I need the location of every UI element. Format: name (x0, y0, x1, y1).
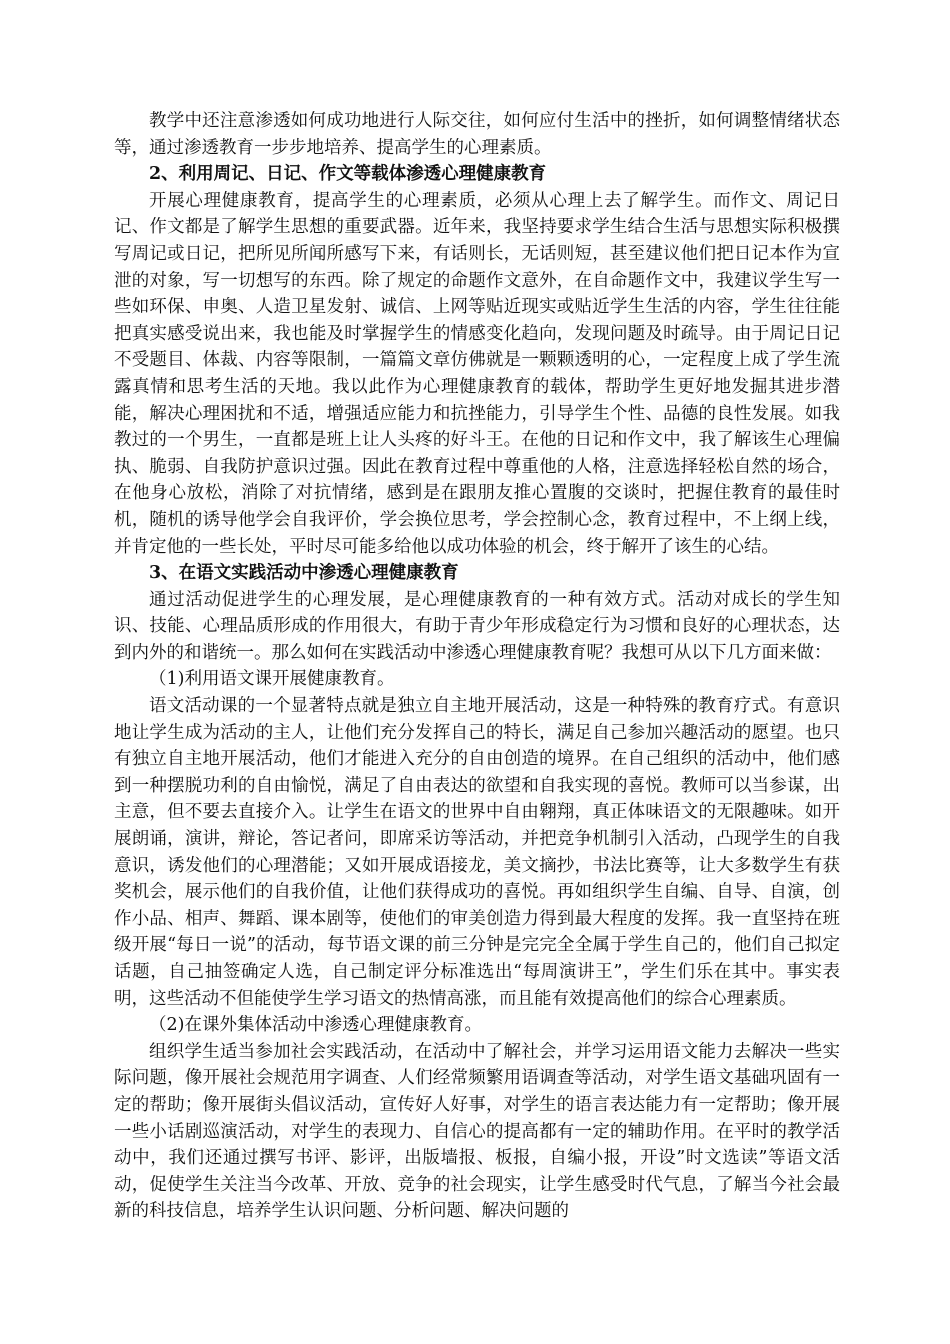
subheading-2: （2)在课外集体活动中渗透心理健康教育。 (149, 1015, 482, 1036)
paragraph-group-activities: 组织学生适当参加社会实践活动，在活动中了解社会，并学习运用语文能力去解决一些实际问题，像开展社会规范用字调查、人们经常频繁用语调查等活动，对学生语文基础巩固有一定的帮助；像开展街头倡议活动，宣传好人好事，对学生的语言表达能力有一定帮助；像开展一些小话剧巡演活动，对学生的表现力、自信心的提高都有一定的辅助作用。在平时的教学活动中，我们还通过撰写书评、影评，出版墙报、板报，自编小报，开设”时文选读”等语文活动，促使学生关注当今改革、开放、竞争的社会现实，让学生感受时代气息，了解当今社会最新的科技信息，培养学生认识问题、分析问题、解决问题的 (114, 1041, 840, 1222)
paragraph-journal-writing: 开展心理健康教育，提高学生的心理素质，必须从心理上去了解学生。而作文、周记日记、作文都是了解学生思想的重要武器。近年来，我坚持要求学生结合生活与思想实际积极撰写周记或日记，把所见所闻所感写下来，有话则长，无话则短，甚至建议他们把日记本作为宣泄的对象，写一切想写的东西。除了规定的命题作文意外，在自命题作文中，我建议学生写一些如环保、申奥、人造卫星发射、诚信、上网等贴近现实或贴近学生生活的内容，学生往往能把真实感受说出来，我也能及时掌握学生的情感变化趋向，发现问题及时疏导。由于周记日记不受题目、体裁、内容等限制，一篇篇文章仿佛就是一颗颗透明的心，一定程度上成了学生流露真情和思考生活的天地。我以此作为心理健康教育的载体，帮助学生更好地发掘其进步潜能，解决心理困扰和不适，增强适应能力和抗挫能力，引导学生个性、品德的良性发展。如我教过的一个男生，一直都是班上让人头疼的好斗王。在他的日记和作文中，我了解该生心理偏执、脆弱、自我防护意识过强。因此在教育过程中尊重他的人格，注意选择轻松自然的场合，在他身心放松，消除了对抗情绪，感到是在跟朋友推心置腹的交谈时，把握住教育的最佳时机，随机的诱导他学会自我评价，学会换位思考，学会控制心念，教育过程中，不上纲上线，并肯定他的一些长处，平时尽可能多给他以成功体验的机会，终于解开了该生的心结。 (114, 190, 840, 557)
section-heading-3: 3、在语文实践活动中渗透心理健康教育 (149, 563, 459, 584)
paragraph-intro: 教学中还注意渗透如何成功地进行人际交往，如何应付生活中的挫折，如何调整情绪状态等，通过渗透教育一步步地培养、提高学生的心理素质。 (114, 111, 840, 158)
subheading-1: （1)利用语文课开展健康教育。 (149, 669, 395, 690)
section-heading-2: 2、利用周记、日记、作文等载体渗透心理健康教育 (149, 164, 547, 185)
paragraph-practice-activities: 通过活动促进学生的心理发展，是心理健康教育的一种有效方式。活动对成长的学生知识、技能、心理品质形成的作用很大，有助于青少年形成稳定行为习惯和良好的心理状态，达到内外的和谐统一。那么如何在实践活动中渗透心理健康教育呢？我想可从以下几方面来做： (114, 589, 840, 663)
document-body (114, 108, 840, 1225)
paragraph-activity-class: 语文活动课的一个显著特点就是独立自主地开展活动，这是一种特殊的教育疗式。有意识地让学生成为活动的主人，让他们充分发挥自己的特长，满足自己参加兴趣活动的愿望。也只有独立自主地开展活动，他们才能进入充分的自由创造的境界。在自己组织的活动中，他们感到一种摆脱功利的自由愉悦，满足了自由表达的欲望和自我实现的喜悦。教师可以当参谋，出主意，但不要去直接介入。让学生在语文的世界中自由翱翔，真正体味语文的无限趣味。如开展朗诵，演讲，辩论，答记者问，即席采访等活动，并把竞争机制引入活动，凸现学生的自我意识，诱发他们的心理潜能；又如开展成语接龙，美文摘抄，书法比赛等，让大多数学生有获奖机会，展示他们的自我价值，让他们获得成功的喜悦。再如组织学生自编、自导、自演，创作小品、相声、舞蹈、课本剧等，使他们的审美创造力得到最大程度的发挥。我一直坚持在班级开展“每日一说”的活动，每节语文课的前三分钟是完完全全属于学生自己的，他们自己拟定话题，自己抽签确定人选，自己制定评分标准选出“每周演讲王”，学生们乐在其中。事实表明，这些活动不但能使学生学习语文的热情高涨，而且能有效提高他们的综合心理素质。 (114, 696, 840, 1009)
